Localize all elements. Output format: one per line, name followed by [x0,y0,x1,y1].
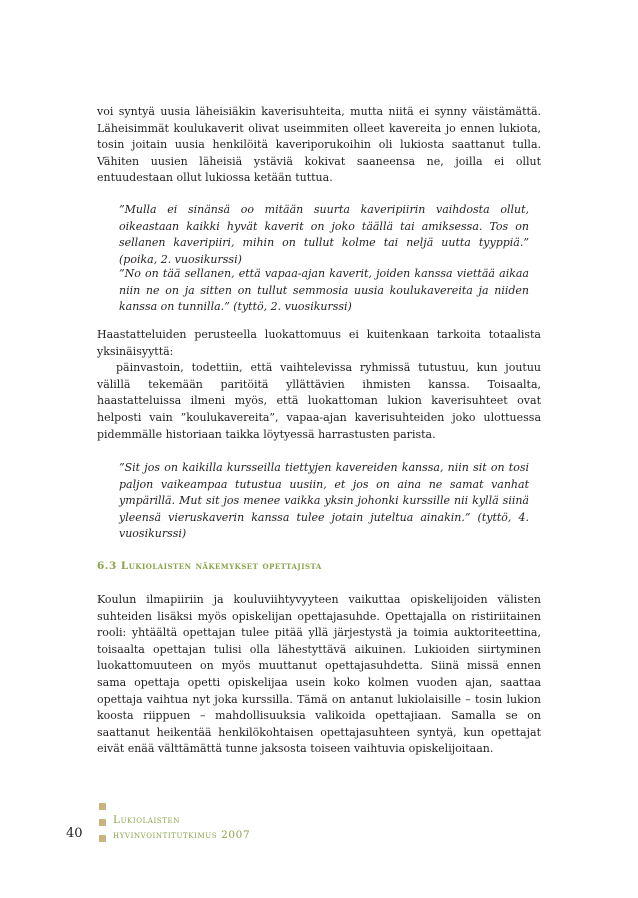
interview-quote-2 [119,266,529,316]
footer-square-icon [99,835,106,842]
body-paragraph-3 [97,592,541,758]
footer-title-line1: Lukiolaisten [113,814,180,826]
page-number: 40 [66,826,83,841]
paragraph-text: voi syntyä uusia läheisiäkin kaverisuhteita, mutta niitä ei synny väistämättä. Läheisimmät koulukaverit olivat useimmiten olleet kavereita jo ennen lukiota, tosin joitain uusia henkilöitä kaveriporukoihin oli lukiosta saattanut tulla. Vähiten uusien läheisiä ystäviä kokivat saaneensa ne, joilla ei ollut entuudestaan ollut lukiossa ketään tuttua. [97,105,541,185]
paragraph-text: Koulun ilmapiiriin ja kouluviihtyvyyteen vaikuttaa opiskelijoiden välisten suhteiden lisäksi myös opiskelijan opettajasuhde. Opettajalla on ristiriitainen rooli: yhtäältä opettajan tulee pitää yllä järjestystä ja toimia auktoriteettina, toisaalta opettajan tulisi olla lähestyttävä aikuinen. Lukioiden siirtyminen luokattomuuteen on myös muuttanut opettajasuhdetta. Siinä missä ennen sama opettaja opetti opiskelijaa usein koko kolmen vuoden ajan, saattaa opettaja vaihtua nyt joka kurssilla. Tämä on antanut lukiolaisille – tosin lukion koosta riippuen – mahdollisuuksia valikoida opettajiaan. Samalla se on saattanut heikentää henkilökohtaisen opettajasuhteen syntyä, kun opettajat eivät enää välttämättä tunne jaksosta toiseen vaihtuvia opiskelijoitaan. [97,593,541,756]
body-paragraph-1 [97,104,541,187]
interview-quote-1 [119,202,529,268]
paragraph-text-lead: Haastatteluiden perusteella luokattomuus ei kuitenkaan tarkoita totaalista yksinäisyyttä: [97,328,541,358]
quote-text: ”Mulla ei sinänsä oo mitään suurta kaveripiirin vaihdosta ollut, oikeastaan kaikki hyvät kaverit on joko täällä tai amiksessa. Tos on sellanen kaveripiiri, mihin on tullut kolme tai neljä uutta tyyppiä.” (poika, 2. vuosikurssi) [119,203,529,266]
footer-decoration [99,803,106,851]
footer-publication-title [113,813,250,843]
section-heading: 6.3 Lukiolaisten näkemykset opettajista [97,560,322,572]
interview-quote-3 [119,460,529,543]
paragraph-text-continuation: päinvastoin, todettiin, että vaihtelevissa ryhmissä tutustuu, kun joutuu välillä tekemään paritöitä yllättävien ihmisten kanssa. Toisaalta, haastatteluissa ilmeni myös, että luokattoman lukion kaverisuhteet ovat helposti vain ”koulukavereita”, vapaa-ajan kaverisuhteiden joko ulottuessa pidemmälle historiaan taikka löytyessä harrastusten parista. [97,361,541,441]
quote-text: ”No on tää sellanen, että vapaa-ajan kaverit, joiden kanssa viettää aikaa niin ne on ja sitten on tullut semmosia uusia koulukavereita ja niiden kanssa on tunnilla.” (tyttö, 2. vuosikurssi) [119,267,529,314]
quote-text: ”Sit jos on kaikilla kursseilla tiettyjen kavereiden kanssa, niin sit on tosi paljon vaikeampaa tutustua uusiin, et jos on aina ne samat vanhat ympärillä. Mut sit jos menee vaikka yksin johonki kurssille nii kyllä siinä yleensä vieruskaverin kanssa tulee jotain juteltua ainakin.” (tyttö, 4. vuosikurssi) [119,461,529,541]
footer-square-icon [99,819,106,826]
footer-square-icon [99,803,106,810]
body-paragraph-2 [97,327,541,443]
footer-title-line2: hyvinvointitutkimus 2007 [113,829,251,841]
